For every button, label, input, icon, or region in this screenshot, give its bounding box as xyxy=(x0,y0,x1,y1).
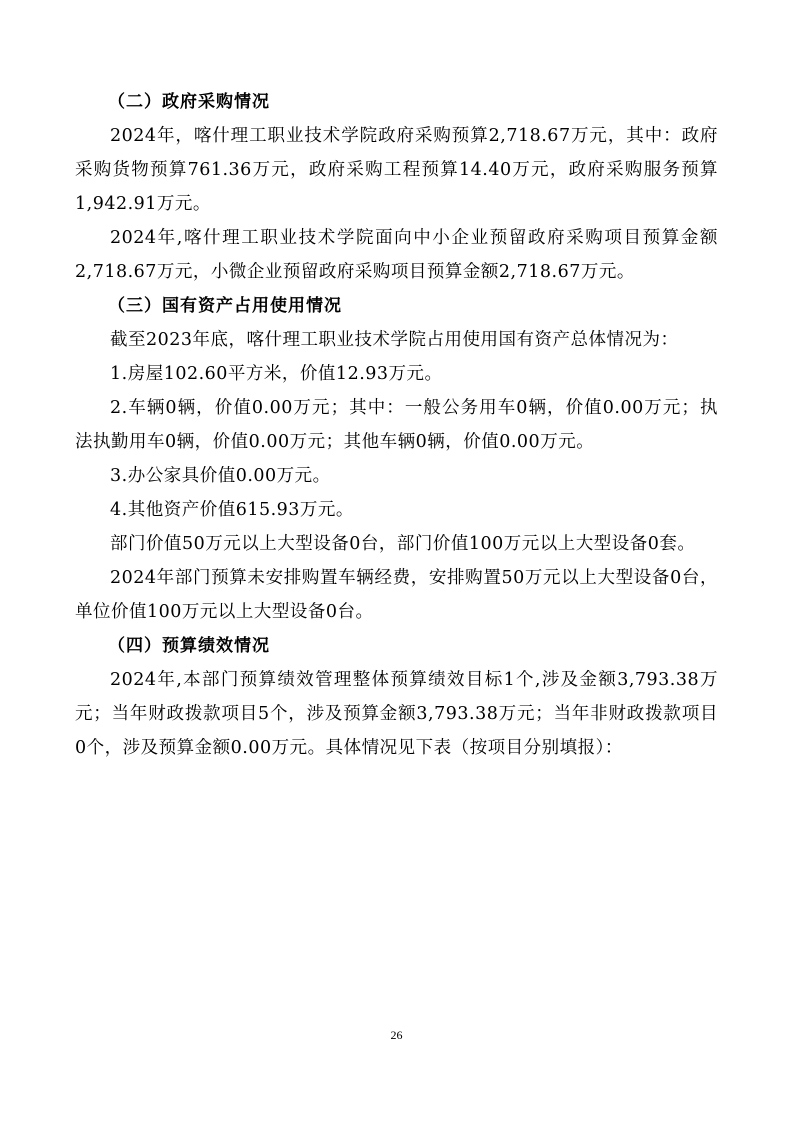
section-heading-performance: （四）预算绩效情况 xyxy=(108,636,270,656)
page-number: 26 xyxy=(390,1028,403,1042)
document-body xyxy=(75,85,718,765)
paragraph-vehicle-purchase: 2024年部门预算未安排购置车辆经费，安排购置50万元以上大型设备0台，单位价值100万元以上大型设备0台。 xyxy=(75,568,718,622)
paragraph-sme-reserved: 2024年,喀什理工职业技术学院面向中小企业预留政府采购项目预算金额2,718.67万元，小微企业预留政府采购项目预算金额2,718.67万元。 xyxy=(75,228,718,282)
section-heading-procurement: （二）政府采购情况 xyxy=(108,92,270,112)
paragraph-procurement-budget: 2024年，喀什理工职业技术学院政府采购预算2,718.67万元，其中：政府采购货物预算761.36万元，政府采购工程预算14.40万元，政府采购服务预算1,942.91万元。 xyxy=(75,126,718,214)
paragraph-assets-overview: 截至2023年底，喀什理工职业技术学院占用使用国有资产总体情况为： xyxy=(110,330,679,350)
paragraph-assets-vehicles: 2.车辆0辆，价值0.00万元；其中：一般公务用车0辆，价值0.00万元；执法执勤用车0辆，价值0.00万元；其他车辆0辆，价值0.00万元。 xyxy=(75,398,718,452)
paragraph-large-equipment: 部门价值50万元以上大型设备0台，部门价值100万元以上大型设备0套。 xyxy=(110,534,696,554)
section-heading-state-assets: （三）国有资产占用使用情况 xyxy=(108,296,342,316)
paragraph-assets-other: 4.其他资产价值615.93万元。 xyxy=(110,500,354,520)
paragraph-assets-housing: 1.房屋102.60平方米，价值12.93万元。 xyxy=(110,364,443,384)
paragraph-assets-furniture: 3.办公家具价值0.00万元。 xyxy=(110,466,331,486)
paragraph-performance-targets: 2024年,本部门预算绩效管理整体预算绩效目标1个,涉及金额3,793.38万元；当年财政拨款项目5个，涉及预算金额3,793.38万元；当年非财政拨款项目0个，涉及预算金额0.00万元。具体情况见下表（按项目分别填报）： xyxy=(75,670,718,758)
